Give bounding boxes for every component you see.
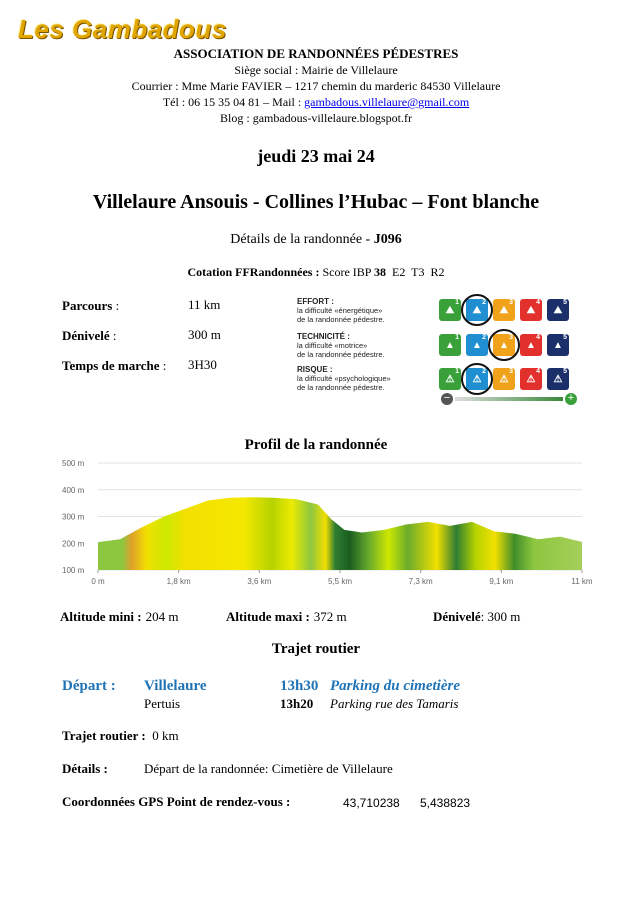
technicite-line1: la difficulté «motrice» [297, 341, 368, 350]
cotation-line [0, 265, 632, 280]
alt-city: Pertuis [144, 696, 181, 711]
tech-level-number: 4 [536, 334, 540, 341]
tech-level-5-icon: ▲ 5 [547, 334, 569, 356]
altitude-denivele-label: Dénivelé [433, 609, 481, 624]
risque-line1: la difficulté «psychologique» [297, 374, 391, 383]
cotation-label: Cotation FFRandonnées : [187, 265, 320, 279]
blog-line: Blog : gambadous-villelaure.blogspot.fr [220, 111, 412, 125]
altitude-mini [60, 608, 179, 626]
altitude-maxi [226, 608, 347, 626]
hike-details-heading [0, 232, 632, 248]
x-tick-label: 7,3 km [408, 577, 433, 586]
details-prefix: Détails de la randonnée - [230, 232, 374, 247]
denivele-value: 300 m [188, 327, 221, 342]
altitude-mini-label: Altitude mini : [60, 609, 142, 624]
elevation-profile-chart [60, 455, 593, 590]
effort-level-number: 1 [455, 299, 459, 306]
trajet-title: Trajet routier [271, 641, 361, 657]
effort-description [297, 297, 385, 324]
risk-level-3-icon: ⚠ 3 [493, 368, 515, 390]
tech-level-number: 5 [563, 334, 567, 341]
risk-level-number: 3 [509, 368, 513, 375]
score-value: 38 [374, 265, 387, 279]
tech-level-1-icon: ▲ 1 [439, 334, 461, 356]
hike-date: jeudi 23 mai 24 [257, 146, 375, 166]
altitude-maxi-value: 372 m [313, 609, 347, 624]
minus-icon: − [441, 393, 453, 405]
hike-title: Villelaure Ansouis - Collines l’Hubac – Font blanche [92, 191, 540, 213]
gps-latitude: 43,710238 [343, 796, 400, 810]
siege-social: Siège social : Mairie de Villelaure [234, 63, 398, 77]
technicite-title: TECHNICITÉ : [297, 332, 350, 341]
gps-longitude: 5,438823 [420, 796, 471, 810]
x-tick-label: 5,5 km [327, 577, 353, 586]
y-tick-label: 500 m [62, 459, 85, 468]
tech-level-number: 3 [509, 334, 513, 341]
risk-level-number: 1 [455, 368, 459, 375]
effort-level-5-icon: ⛰ 5 [547, 299, 569, 321]
risque-title: RISQUE : [297, 365, 333, 374]
y-tick-label: 200 m [62, 539, 85, 549]
technicite-line2: de la randonnée pédestre. [297, 350, 385, 359]
x-tick-label: 3,6 km [247, 577, 272, 586]
tech-level-number: 2 [482, 334, 486, 341]
temps-label: Temps de marche [62, 358, 160, 373]
y-tick-label: 300 m [62, 512, 85, 522]
tech-level-4-icon: ▲ 4 [520, 334, 542, 356]
x-tick-label: 0 m [91, 577, 105, 586]
altitude-denivele [433, 608, 520, 626]
courrier-address: Courrier : Mme Marie FAVIER – 1217 chemin du marderic 84530 Villelaure [131, 79, 501, 93]
alt-time: 13h20 [280, 696, 314, 711]
effort-level-4-icon: ⛰ 4 [520, 299, 542, 321]
cotation-e: E2 [392, 265, 406, 279]
risk-level-1-icon: ⚠ 1 [439, 368, 461, 390]
scale-bar [455, 397, 563, 401]
risk-level-number: 5 [563, 368, 567, 375]
technicite-pictos [439, 334, 569, 356]
club-logo: Les Gambadous [18, 14, 227, 44]
hike-code: J096 [373, 232, 402, 247]
effort-title: EFFORT : [297, 297, 334, 306]
risk-level-number: 2 [482, 368, 486, 375]
parcours-sep: : [112, 298, 120, 313]
x-tick-label: 11 km [571, 577, 593, 586]
depart-place: Parking du cimetière [330, 678, 460, 694]
altitude-maxi-label: Altitude maxi : [226, 609, 310, 624]
association-name: ASSOCIATION DE RANDONNÉES PÉDESTRES [173, 46, 459, 61]
score-prefix: Score IBP [322, 265, 372, 279]
tech-selected-ring [488, 329, 520, 361]
effort-level-number: 2 [482, 299, 486, 306]
effort-level-number: 4 [536, 299, 540, 306]
y-tick-label: 400 m [62, 485, 85, 495]
denivele-label: Dénivelé [62, 328, 110, 343]
x-tick-label: 9,1 km [489, 577, 514, 586]
denivele-row [62, 327, 117, 345]
effort-selected-ring [461, 294, 493, 326]
temps-sep: : [159, 358, 167, 373]
effort-level-3-icon: ⛰ 3 [493, 299, 515, 321]
risk-level-5-icon: ⚠ 5 [547, 368, 569, 390]
tech-level-number: 1 [455, 334, 459, 341]
phone-text: Tél : 06 15 35 04 81 – Mail : [162, 95, 305, 109]
alt-place: Parking rue des Tamaris [330, 696, 459, 711]
temps-value: 3H30 [188, 357, 217, 372]
denivele-sep: : [109, 328, 117, 343]
effort-level-number: 3 [509, 299, 513, 306]
y-tick-label: 100 m [62, 566, 85, 575]
risque-line2: de la randonnée pédestre. [297, 383, 385, 392]
profile-title: Profil de la randonnée [244, 437, 388, 453]
temps-row [62, 357, 166, 375]
parcours-value: 11 km [188, 297, 221, 312]
trajet-routier-row [62, 728, 179, 744]
parcours-label: Parcours [62, 298, 113, 313]
effort-level-2-icon: ⛰ 2 [466, 299, 488, 321]
gps-label: Coordonnées GPS Point de rendez-vous : [62, 794, 291, 809]
effort-line2: de la randonnée pédestre. [297, 315, 385, 324]
cotation-t: T3 [411, 265, 425, 279]
cotation-r: R2 [430, 265, 445, 279]
depart-time: 13h30 [280, 678, 319, 694]
elevation-area [98, 497, 582, 570]
depart-city: Villelaure [144, 678, 207, 694]
risk-level-2-icon: ⚠ 2 [466, 368, 488, 390]
effort-level-1-icon: ⛰ 1 [439, 299, 461, 321]
difficulty-scale [441, 393, 577, 405]
altitude-denivele-value: : 300 m [480, 609, 521, 624]
altitude-mini-value: 204 m [145, 609, 179, 624]
risk-level-number: 4 [536, 368, 540, 375]
mail-link[interactable]: gambadous.villelaure@gmail.com [304, 95, 470, 109]
depart-label: Départ : [62, 678, 116, 694]
risk-level-4-icon: ⚠ 4 [520, 368, 542, 390]
details-value: Départ de la randonnée: Cimetière de Villelaure [144, 761, 393, 776]
parcours-row [62, 297, 119, 315]
effort-level-number: 5 [563, 299, 567, 306]
trajet-routier-label: Trajet routier : [62, 728, 146, 743]
effort-pictos [439, 299, 569, 321]
technicite-description [297, 332, 385, 359]
plus-icon: + [565, 393, 577, 405]
trajet-routier-value: 0 km [152, 728, 179, 743]
x-tick-label: 1,8 km [166, 577, 191, 586]
details-label: Détails : [62, 761, 108, 776]
tech-level-3-icon: ▲ 3 [493, 334, 515, 356]
contact-line [0, 95, 632, 110]
tech-level-2-icon: ▲ 2 [466, 334, 488, 356]
risk-selected-ring [461, 363, 493, 395]
risque-pictos [439, 368, 569, 390]
risque-description [297, 365, 391, 392]
effort-line1: la difficulté «énergétique» [297, 306, 383, 315]
